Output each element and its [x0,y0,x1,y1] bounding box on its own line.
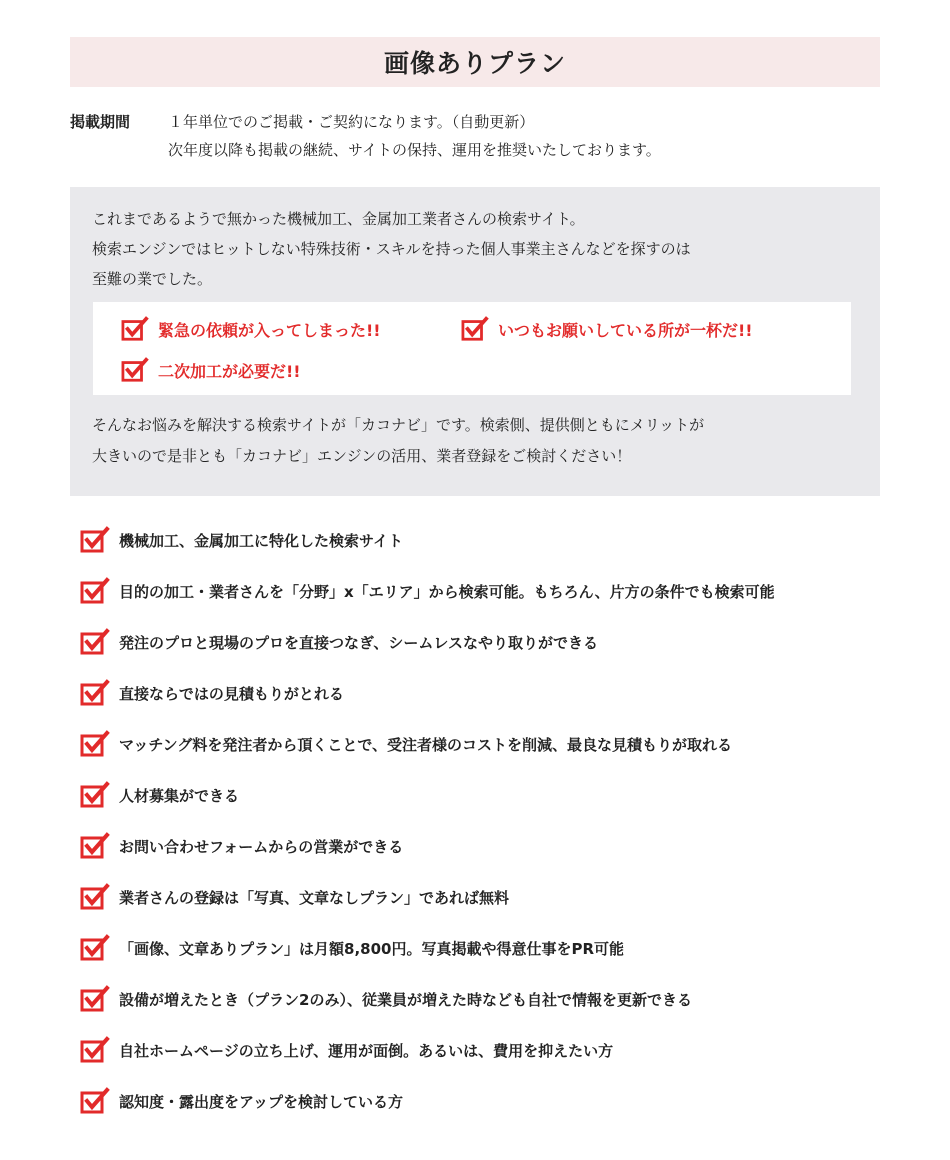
checkbox-check-icon [121,357,149,383]
feature-text: 目的の加工・業者さんを「分野」x「エリア」から検索可能。もちろん、片方の条件でも検索可能 [119,582,775,601]
checkbox-check-icon [80,628,110,656]
checkbox-check-icon [80,832,110,860]
feature-text: 認知度・露出度をアップを検討している方 [119,1092,403,1111]
feature-item [80,780,239,810]
feature-item [80,678,344,708]
feature-text: お問い合わせフォームからの営業ができる [119,837,404,856]
period-label: 掲載期間 [70,113,131,131]
problem-item [461,316,753,342]
feature-item [80,984,692,1014]
feature-text: 機械加工、金属加工に特化した検索サイト [119,531,403,550]
checkbox-check-icon [80,577,110,605]
problems-box [93,302,851,395]
feature-item [80,933,624,963]
checkbox-check-icon [121,316,149,342]
feature-text: 発注のプロと現場のプロを直接つなぎ、シームレスなやり取りができる [119,633,598,652]
intro-text [92,204,691,294]
problem-item [121,316,381,342]
feature-item [80,1035,613,1065]
feature-text: 「画像、文章ありプラン」は月額8,800円。写真掲載や得意仕事をPR可能 [119,939,624,958]
checkbox-check-icon [461,316,489,342]
solution-line: そんなお悩みを解決する検索サイトが「カコナビ」です。検索側、提供側ともにメリットが [92,416,705,434]
intro-line: 検索エンジンではヒットしない特殊技術・スキルを持った個人事業主さんなどを探すのは [92,240,691,258]
period-line: 次年度以降も掲載の継続、サイトの保持、運用を推奨いたしております。 [168,141,661,159]
checkbox-check-icon [80,730,110,758]
intro-box [70,187,880,496]
feature-item [80,576,775,606]
problem-text: いつもお願いしている所が一杯だ!! [498,320,753,340]
feature-item [80,627,598,657]
feature-item [80,831,403,861]
feature-text: 自社ホームページの立ち上げ、運用が面倒。あるいは、費用を抑えたい方 [119,1041,614,1060]
checkbox-check-icon [80,934,110,962]
solution-text [92,410,704,472]
problem-text: 二次加工が必要だ!! [158,361,301,381]
checkbox-check-icon [80,1087,110,1115]
checkbox-check-icon [80,985,110,1013]
period-text [168,108,661,164]
feature-item [80,882,509,912]
solution-line: 大きいので是非とも「カコナビ」エンジンの活用、業者登録をご検討ください！ [92,447,632,465]
problem-text: 緊急の依頼が入ってしまった!! [158,320,381,340]
checkbox-check-icon [80,679,110,707]
page-title: 画像ありプラン [383,49,566,78]
feature-item [80,525,403,555]
checkbox-check-icon [80,883,110,911]
checkbox-check-icon [80,1036,110,1064]
feature-text: マッチング料を発注者から頂くことで、受注者様のコストを削減、最良な見積もりが取れる [119,735,733,754]
checkbox-check-icon [80,781,110,809]
period-line: １年単位でのご掲載・ご契約になります。（自動更新） [168,113,535,131]
title-bar [70,37,880,87]
feature-item [80,729,732,759]
feature-item [80,1086,403,1116]
intro-line: 至難の業でした。 [92,270,213,288]
checkbox-check-icon [80,526,110,554]
feature-text: 直接ならではの見積もりがとれる [119,684,344,703]
intro-line: これまであるようで無かった機械加工、金属加工業者さんの検索サイト。 [92,210,585,228]
feature-text: 設備が増えたとき（プラン2のみ）、従業員が増えた時なども自社で情報を更新できる [119,990,692,1009]
feature-text: 人材募集ができる [119,786,240,805]
feature-text: 業者さんの登録は「写真、文章なしプラン」であれば無料 [119,888,510,907]
problem-item [121,357,301,383]
